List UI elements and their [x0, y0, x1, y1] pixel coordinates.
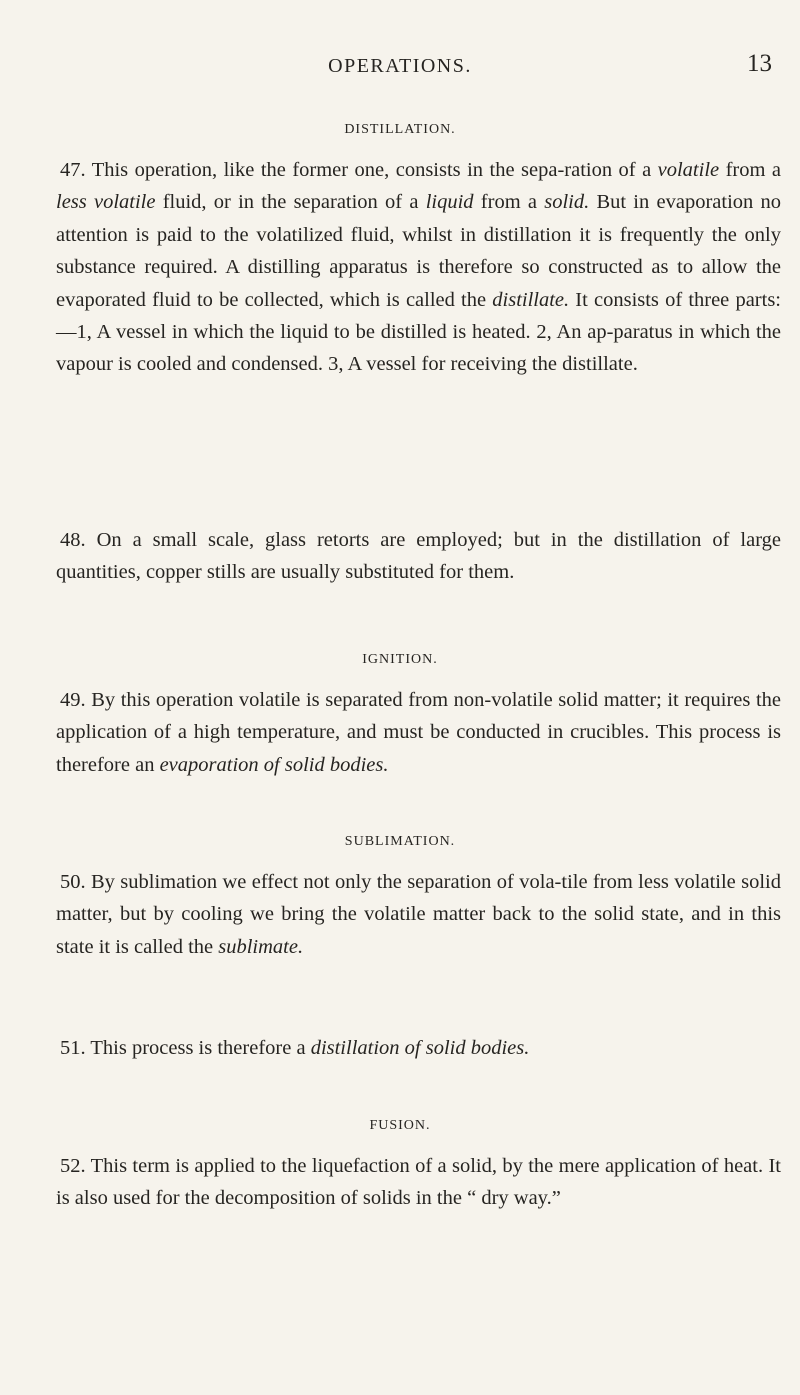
emphasis-evaporation-of-solid-bodies: evaporation of solid bodies.	[159, 753, 389, 776]
section-heading-distillation: DISTILLATION.	[344, 122, 456, 137]
paragraph-50: 50. By sublimation we effect not only the separation of vola-tile from less volatile solid matter, but by cooling we bring the volatile matter back to the solid state, and in this state it is called the sublimate.	[56, 871, 781, 958]
emphasis-solid: solid.	[544, 191, 590, 214]
paragraph-48: 48. On a small scale, glass retorts are employed; but in the distillation of large quantities, copper stills are usually substituted for them.	[56, 529, 781, 584]
paragraph-49: 49. By this operation volatile is separated from non-volatile solid matter; it requires the application of a high temperature, and must be conducted in crucibles. This process is therefore an evaporation of solid bodies.	[56, 689, 781, 776]
paragraph-51: 51. This process is therefore a distillation of solid bodies.	[60, 1037, 530, 1059]
paragraph-52: 52. This term is applied to the liquefaction of a solid, by the mere application of heat. It is also used for the decomposition of solids in the “ dry way.”	[56, 1155, 781, 1210]
section-heading-sublimation: SUBLIMATION.	[344, 834, 456, 849]
emphasis-less-volatile: less volatile	[56, 191, 156, 214]
emphasis-liquid: liquid	[425, 191, 474, 214]
emphasis-distillate: distillate.	[492, 288, 570, 311]
page-number: 13	[747, 50, 772, 77]
emphasis-sublimate: sublimate.	[218, 935, 304, 958]
running-title: OPERATIONS.	[328, 55, 472, 77]
running-head	[0, 52, 800, 86]
paragraph-47: 47. This operation, like the former one, consists in the sepa-ration of a volatile from a less volatile fluid, or in the separation of a liquid from a solid. But in evaporation no attention is paid to the volatilized fluid, whilst in distillation it is frequently the only substance required. A distilling apparatus is therefore so constructed as to allow the evaporated fluid to be collected, which is called the distillate. It consists of three parts:—1, A vessel in which the liquid to be distilled is heated. 2, An ap-paratus in which the vapour is cooled and condensed. 3, A vessel for receiving the distillate.	[56, 159, 781, 376]
emphasis-distillation-of-solid-bodies: distillation of solid bodies.	[310, 1037, 530, 1059]
emphasis-volatile: volatile	[657, 159, 720, 181]
section-heading-ignition: IGNITION.	[362, 652, 438, 667]
section-heading-fusion: FUSION.	[369, 1118, 431, 1133]
